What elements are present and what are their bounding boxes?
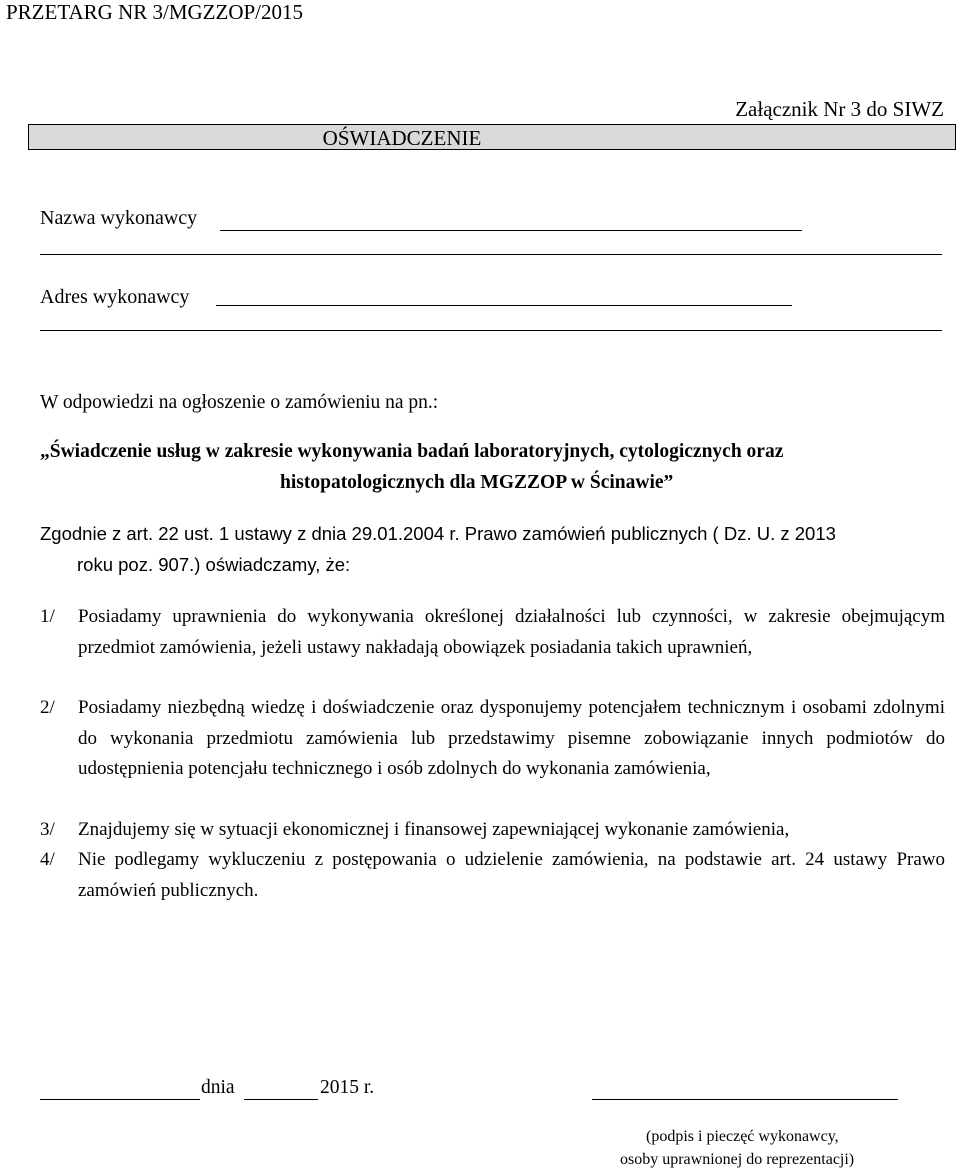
- contractor-name-line[interactable]: [220, 230, 802, 231]
- item-text: Posiadamy niezbędną wiedzę i doświadczenie oraz dysponujemy potencjałem technicznym i osobami zdolnymi do wykonania przedmiotu zamówienia lub przedstawimy pisemne zobowiązanie innych podmiotów do udostępnienia potencjału technicznego i osób zdolnych do wykonania zamówienia,: [78, 697, 945, 779]
- item-number: 3/: [40, 819, 55, 840]
- signature-caption-2: osoby uprawnionej do reprezentacji): [620, 1151, 855, 1168]
- date-year-label: 2015 r.: [320, 1077, 375, 1098]
- item-text: Nie podlegamy wykluczeniu z postępowania o udzielenie zamówienia, na podstawie art. 24 ustawy Prawo zamówień publicznych.: [78, 849, 945, 901]
- declaration-item-1: [40, 602, 945, 694]
- declaration-item-2: [40, 693, 945, 815]
- declaration-item-3: [40, 815, 945, 846]
- signature-line[interactable]: [592, 1099, 898, 1100]
- contractor-address-line-2[interactable]: [40, 330, 942, 331]
- place-line[interactable]: [40, 1099, 200, 1100]
- item-text: Znajdujemy się w sytuacji ekonomicznej i finansowej zapewniającej wykonanie zamówienia,: [78, 819, 790, 840]
- subject-line-1: „Świadczenie usług w zakresie wykonywania badań laboratoryjnych, cytologicznych oraz: [40, 441, 784, 462]
- legal-basis-line-2: roku poz. 907.) oświadczamy, że:: [77, 554, 351, 575]
- date-dnia-label: dnia: [201, 1077, 235, 1098]
- legal-basis-line-1: Zgodnie z art. 22 ust. 1 ustawy z dnia 29.01.2004 r. Prawo zamówień publicznych ( Dz. U. z 2013: [40, 523, 836, 544]
- date-line[interactable]: [244, 1099, 318, 1100]
- intro-text: W odpowiedzi na ogłoszenie o zamówieniu na pn.:: [40, 392, 439, 413]
- item-number: 2/: [40, 697, 55, 718]
- contractor-name-line-2[interactable]: [40, 254, 942, 255]
- contractor-address-line[interactable]: [216, 305, 792, 306]
- attachment-label: Załącznik Nr 3 do SIWZ: [735, 97, 944, 121]
- tender-reference: PRZETARG NR 3/MGZZOP/2015: [6, 0, 304, 24]
- document-title: OŚWIADCZENIE: [322, 126, 482, 150]
- subject-line-2: histopatologicznych dla MGZZOP w Ścinawie”: [280, 472, 674, 493]
- title-box: [28, 124, 956, 150]
- signature-caption-1: (podpis i pieczęć wykonawcy,: [646, 1128, 839, 1145]
- item-number: 4/: [40, 849, 55, 870]
- item-number: 1/: [40, 606, 55, 627]
- item-text: Posiadamy uprawnienia do wykonywania określonej działalności lub czynności, w zakresie obejmującym przedmiot zamówienia, jeżeli ustawy nakładają obowiązek posiadania takich uprawnień,: [78, 606, 945, 658]
- contractor-address-label: Adres wykonawcy: [40, 286, 190, 308]
- declaration-item-4: [40, 845, 945, 907]
- contractor-name-label: Nazwa wykonawcy: [40, 207, 198, 229]
